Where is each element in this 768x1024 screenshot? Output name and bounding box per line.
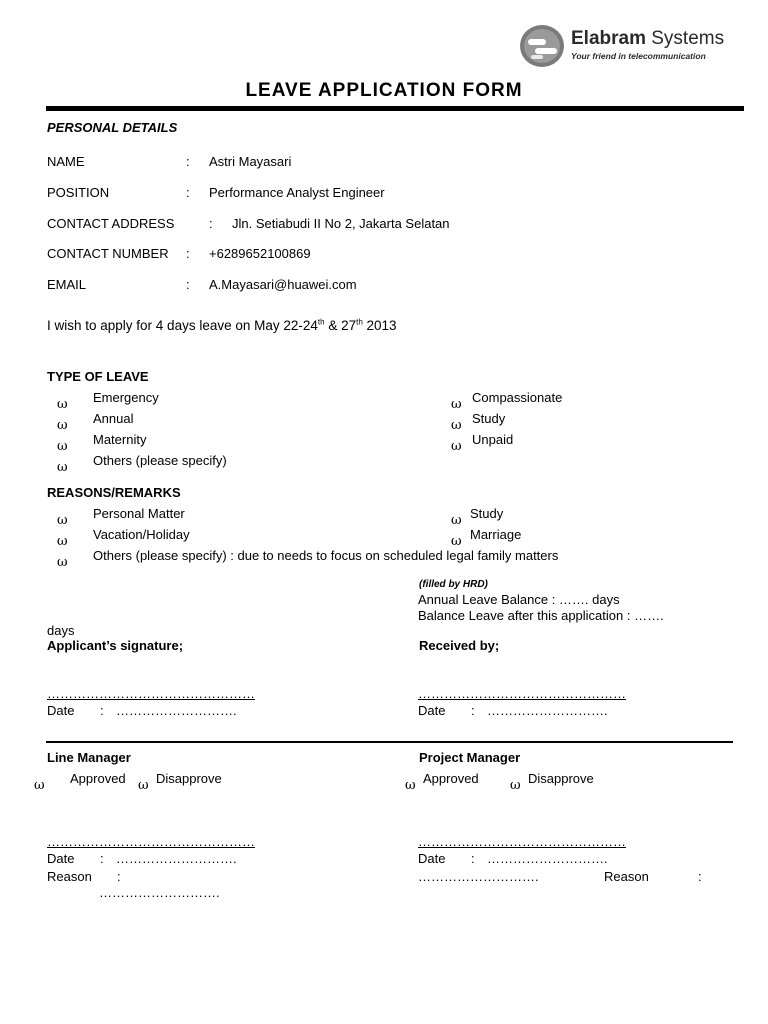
project-manager-reason-colon: : (698, 869, 702, 884)
line-manager-disapprove-checkbox-icon[interactable]: ω (138, 778, 149, 793)
leave-option-emergency: Emergency (93, 390, 159, 405)
email-colon: : (186, 277, 190, 292)
reason-option-others: Others (please specify) : due to needs to focus on scheduled legal family matters (93, 548, 559, 563)
form-title: LEAVE APPLICATION FORM (245, 80, 523, 101)
line-manager-heading: Line Manager (47, 750, 131, 765)
leave-option-study: Study (472, 411, 506, 426)
email-value[interactable]: A.Mayasari@huawei.com (209, 277, 357, 292)
annual-leave-balance[interactable]: Annual Leave Balance : ……. days (418, 592, 620, 607)
received-date-field[interactable]: ………………………. (487, 703, 608, 718)
reason-option-personal-matter: Personal Matter (93, 506, 185, 521)
line-manager-reason-field[interactable]: ………………………. (99, 885, 220, 900)
checkbox-reason-study-icon[interactable]: ω (451, 513, 462, 528)
line-manager-approved-checkbox-icon[interactable]: ω (34, 778, 45, 793)
reason-option-marriage: Marriage (470, 527, 522, 542)
position-value[interactable]: Performance Analyst Engineer (209, 185, 385, 200)
hrd-note: (filled by HRD) (419, 579, 488, 590)
checkbox-marriage-icon[interactable]: ω (451, 534, 462, 549)
project-manager-date-field[interactable]: ………………………. (487, 851, 608, 866)
balance-after-application[interactable]: Balance Leave after this application : ……. (418, 608, 664, 623)
name-label: NAME (47, 154, 85, 169)
contact-number-value[interactable]: +6289652100869 (209, 246, 311, 261)
checkbox-personal-matter-icon[interactable]: ω (57, 513, 68, 528)
checkbox-unpaid-icon[interactable]: ω (451, 439, 462, 454)
checkbox-annual-icon[interactable]: ω (57, 418, 68, 433)
reasons-remarks-heading: REASONS/REMARKS (47, 485, 181, 500)
company-tagline: Your friend in telecommunication (571, 51, 706, 61)
applicant-date-field[interactable]: ………………………. (116, 703, 237, 718)
applicant-date-label: Date (47, 703, 75, 718)
reason-option-study: Study (470, 506, 504, 521)
project-manager-reason-field[interactable]: ………………………. (418, 869, 539, 884)
checkbox-vacation-icon[interactable]: ω (57, 534, 68, 549)
line-manager-approved-label: Approved (70, 771, 126, 786)
contact-address-colon: : (209, 216, 213, 231)
checkbox-emergency-icon[interactable]: ω (57, 397, 68, 412)
checkbox-reason-others-icon[interactable]: ω (57, 555, 68, 570)
project-manager-approved-label: Approved (423, 771, 479, 786)
type-of-leave-heading: TYPE OF LEAVE (47, 369, 149, 384)
applicant-signature-line[interactable]: ………………………………………… (47, 686, 255, 701)
leave-option-unpaid: Unpaid (472, 432, 514, 447)
received-date-colon: : (471, 703, 475, 718)
name-colon: : (186, 154, 190, 169)
line-manager-date-label: Date (47, 851, 75, 866)
leave-request-statement[interactable]: I wish to apply for 4 days leave on May 22-24th & 27th 2013 (47, 317, 397, 333)
checkbox-maternity-icon[interactable]: ω (57, 439, 68, 454)
project-manager-date-colon: : (471, 851, 475, 866)
checkbox-study-icon[interactable]: ω (451, 418, 462, 433)
position-colon: : (186, 185, 190, 200)
project-manager-disapprove-label: Disapprove (528, 771, 594, 786)
checkbox-others-icon[interactable]: ω (57, 460, 68, 475)
leave-option-compassionate: Compassionate (472, 390, 563, 405)
project-manager-date-label: Date (418, 851, 446, 866)
project-manager-approved-checkbox-icon[interactable]: ω (405, 778, 416, 793)
leave-option-annual: Annual (93, 411, 134, 426)
line-manager-date-field[interactable]: ………………………. (116, 851, 237, 866)
contact-address-label: CONTACT ADDRESS (47, 216, 175, 231)
line-manager-disapprove-label: Disapprove (156, 771, 222, 786)
line-manager-signature-line[interactable]: ………………………………………… (47, 834, 255, 849)
line-manager-date-colon: : (100, 851, 104, 866)
company-logo (519, 22, 739, 70)
project-manager-reason-label: Reason (604, 869, 649, 884)
received-date-label: Date (418, 703, 446, 718)
contact-address-value[interactable]: Jln. Setiabudi II No 2, Jakarta Selatan (232, 216, 450, 231)
title-divider (46, 106, 744, 111)
name-value[interactable]: Astri Mayasari (209, 154, 292, 169)
personal-details-heading: PERSONAL DETAILS (47, 120, 178, 135)
received-by-heading: Received by; (419, 638, 500, 653)
contact-number-colon: : (186, 246, 190, 261)
leave-option-others: Others (please specify) (93, 453, 227, 468)
contact-number-label: CONTACT NUMBER (47, 246, 169, 261)
applicant-date-colon: : (100, 703, 104, 718)
leave-option-maternity: Maternity (93, 432, 147, 447)
line-manager-reason-colon: : (117, 869, 121, 884)
company-name: Elabram Systems (571, 28, 725, 49)
project-manager-disapprove-checkbox-icon[interactable]: ω (510, 778, 521, 793)
received-signature-line[interactable]: ………………………………………… (418, 686, 626, 701)
email-label: EMAIL (47, 277, 87, 292)
reason-option-vacation: Vacation/Holiday (93, 527, 190, 542)
applicant-signature-heading: Applicant’s signature; (47, 638, 184, 653)
line-manager-reason-label: Reason (47, 869, 92, 884)
approval-divider (46, 741, 733, 743)
balance-days-wrap: days (47, 623, 75, 638)
checkbox-compassionate-icon[interactable]: ω (451, 397, 462, 412)
project-manager-signature-line[interactable]: ………………………………………… (418, 834, 626, 849)
elabram-logo-icon (519, 24, 565, 68)
position-label: POSITION (47, 185, 110, 200)
project-manager-heading: Project Manager (419, 750, 521, 765)
